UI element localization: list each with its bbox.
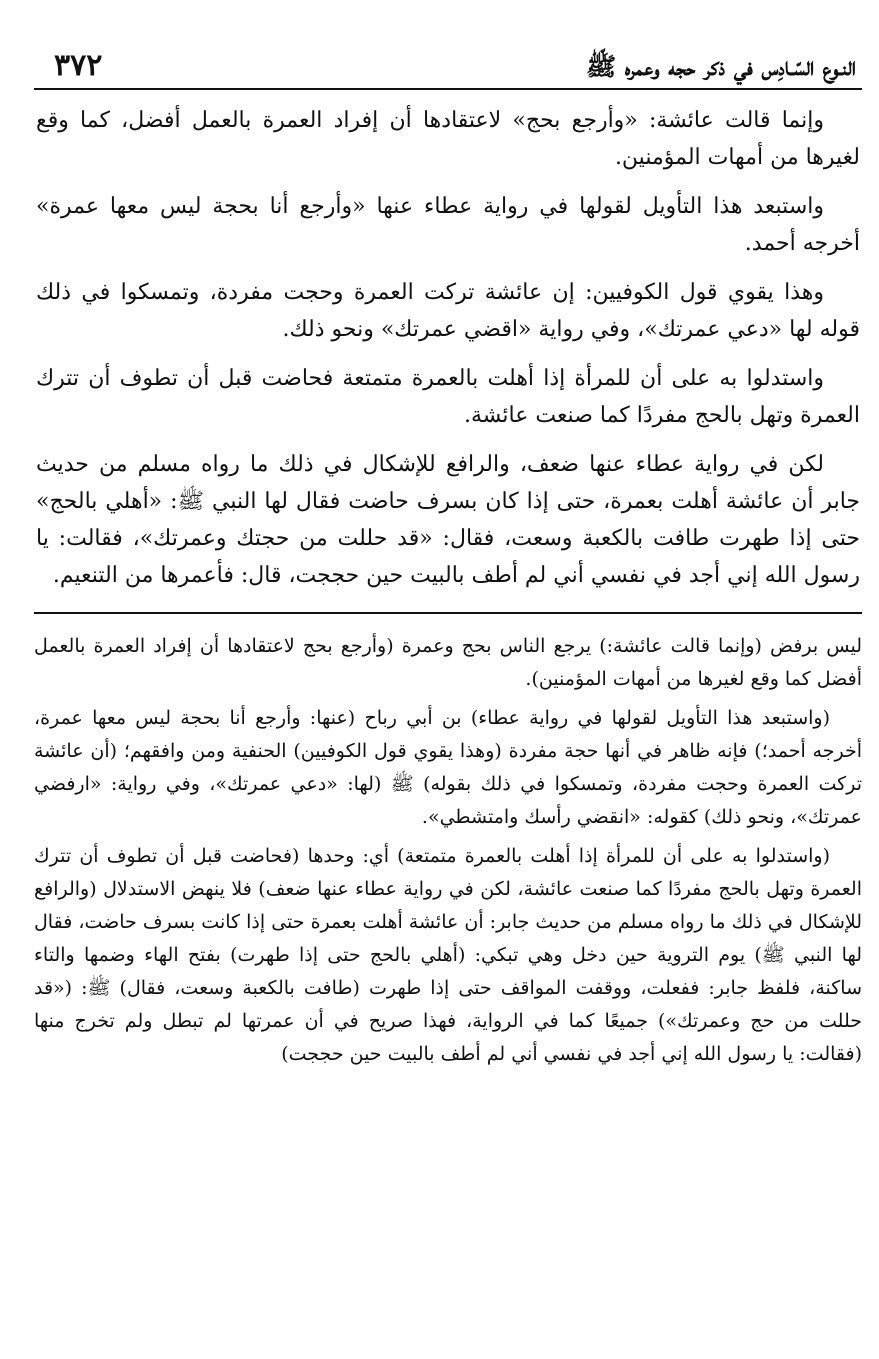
running-title: النـوع السّـادِس في ذكر حجه وعمره ﷺ [585,52,856,81]
main-text-block [34,102,862,594]
main-paragraph: وهذا يقوي قول الكوفيين: إن عائشة تركت العمرة وحجت مفردة، وتمسكوا في ذلك قوله لها «دعي عمرتك»، وفي رواية «اقضي عمرتك» ونحو ذلك. [36,280,860,342]
commentary-paragraph: ليس برفض (وإنما قالت عائشة:) يرجع الناس بحج وعمرة (وأرجع بحج لاعتقادها أن إفراد العمرة بالعمل أفضل كما وقع لغيرها من أمهات المؤمنين). [34,635,862,690]
main-paragraph: وإنما قالت عائشة: «وأرجع بحج» لاعتقادها أن إفراد العمرة بالعمل أفضل، كما وقع لغيرها من أمهات المؤمنين. [36,108,860,170]
book-page [34,44,862,1334]
main-paragraph: واستبعد هذا التأويل لقولها في رواية عطاء عنها «وأرجع أنا بحجة ليس معها عمرة» أخرجه أحمد. [36,194,860,256]
commentary-block [34,630,862,1071]
page-number: ٣٧٢ [54,48,103,83]
main-paragraph: واستدلوا به على أن للمرأة إذا أهلت بالعمرة متمتعة فحاضت قبل أن تطوف أن تترك العمرة وتهل بالحج مفردًا كما صنعت عائشة. [36,366,860,428]
commentary-paragraph: (واستبعد هذا التأويل لقولها في رواية عطاء) بن أبي رباح (عنها: وأرجع أنا بحجة ليس معها عمرة، أخرجه أحمد؛) فإنه ظاهر في أنها حجة مفردة (وهذا يقوي قول الكوفيين) الحنفية ومن وافقهم؛ (أن عائشة تركت العمرة وحجت مفردة، وتمسكوا في ذلك بقوله) ﷺ (لها: «دعي عمرتك»، وفي رواية: «ارفضي عمرتك»، ونحو ذلك) كقوله: «انقضي رأسك وامتشطي». [34,707,862,828]
commentary-paragraph: (واستدلوا به على أن للمرأة إذا أهلت بالعمرة متمتعة) أي: وحدها (فحاضت قبل أن تطوف أن تترك العمرة وتهل بالحج مفردًا كما صنعت عائشة، لكن في رواية عطاء عنها ضعف) فلا ينهض الاستدلال (والرافع للإشكال في ذلك ما رواه مسلم من حديث جابر: أن عائشة أهلت بعمرة حتى إذا كانت بسرف حاضت، فقال لها النبي ﷺ) يوم التروية حين دخل وهي تبكي: (أهلي بالحج حتى إذا طهرت) بفتح الهاء وضمها والتاء ساكنة، فلفظ جابر: ففعلت، ووقفت المواقف حتى إذا طهرت (طافت بالكعبة وسعت، فقال) ﷺ: («قد حللت من حج وعمرتك») جميعًا كما في الرواية، فهذا صريح في أن عمرتها لم تبطل ولم تخرج منها (فقالت: يا رسول الله إني أجد في نفسي أني لم أطف بالبيت حين حججت) [34,845,862,1065]
footnote-separator [34,612,862,614]
page-header [34,44,862,90]
main-paragraph: لكن في رواية عطاء عنها ضعف، والرافع للإشكال في ذلك ما رواه مسلم من حديث جابر أن عائشة أهلت بعمرة، حتى إذا كان بسرف حاضت فقال لها النبي ﷺ: «أهلي بالحج» حتى إذا طهرت طافت بالكعبة وسعت، فقال: «قد حللت من حجتك وعمرتك»، فقالت: يا رسول الله إني أجد في نفسي أني لم أطف بالبيت حين حججت، قال: فأعمرها من التنعيم. [36,452,860,588]
